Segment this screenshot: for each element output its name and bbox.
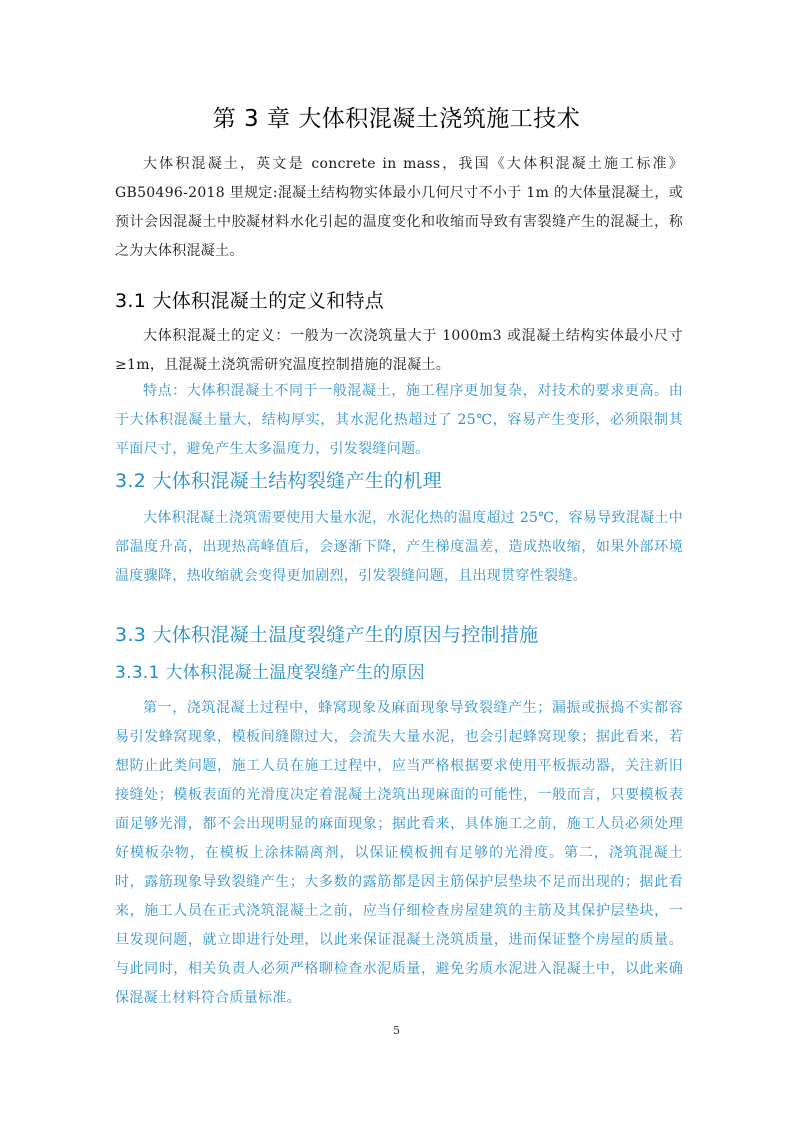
chapter-title: 第 3 章 大体积混凝土浇筑施工技术	[212, 106, 581, 132]
page-number: 5	[393, 1024, 400, 1037]
section-3-1-heading: 3.1 大体积混凝土的定义和特点	[115, 290, 385, 312]
intro-paragraph: 大体积混凝土，英文是 concrete in mass，我国《大体积混凝土施工标准》GB50496-2018 里规定:混凝土结构物实体最小几何尺寸不小于 1m 的大体量混凝土，或预计会因混凝土中胶凝材料水化引起的温度变化和收缩而导致有害裂缝产生的混凝土，称之为大体积混凝土。	[115, 156, 683, 259]
section-3-1-features: 特点：大体积混凝土不同于一般混凝土，施工程序更加复杂，对技术的要求更高。由于大体积混凝土量大，结构厚实，其水泥化热超过了 25℃，容易产生变形，必须限制其平面尺寸，避免产生太多温度力，引发裂缝问题。	[115, 383, 683, 457]
section-3-1-definition: 大体积混凝土的定义：一般为一次浇筑量大于 1000m3 或混凝土结构实体最小尺寸≥1m，且混凝土浇筑需研究温度控制措施的混凝土。	[115, 328, 683, 373]
section-3-3-heading: 3.3 大体积混凝土温度裂缝产生的原因与控制措施	[115, 624, 539, 646]
subsection-3-3-1-heading: 3.3.1 大体积混凝土温度裂缝产生的原因	[115, 663, 425, 683]
subsection-3-3-1-paragraph: 第一，浇筑混凝土过程中，蜂窝现象及麻面现象导致裂缝产生；漏振或振捣不实都容易引发蜂窝现象，模板间缝隙过大，会流失大量水泥，也会引起蜂窝现象；据此看来，若想防止此类问题，施工人员在施工过程中，应当严格根据要求使用平板振动器，关注新旧接缝处；模板表面的光滑度决定着混凝土浇筑出现麻面的可能性，一般而言，只要模板表面足够光滑，都不会出现明显的麻面现象；据此看来，具体施工之前，施工人员必须处理好模板杂物，在模板上涂抹隔离剂，以保证模板拥有足够的光滑度。第二，浇筑混凝土时，露筋现象导致裂缝产生；大多数的露筋都是因主筋保护层垫块不足而出现的；据此看来，施工人员在正式浇筑混凝土之前，应当仔细检查房屋建筑的主筋及其保护层垫块，一旦发现问题，就立即进行处理，以此来保证混凝土浇筑质量，进而保证整个房屋的质量。与此同时，相关负责人必须严格聊检查水泥质量，避免劣质水泥进入混凝土中，以此来确保混凝土材料符合质量标准。	[115, 700, 683, 1006]
section-3-2-heading: 3.2 大体积混凝土结构裂缝产生的机理	[115, 470, 442, 492]
section-3-2-paragraph: 大体积混凝土浇筑需要使用大量水泥，水泥化热的温度超过 25℃，容易导致混凝土中部温度升高，出现热高峰值后，会逐渐下降，产生梯度温差，造成热收缩，如果外部环境温度骤降，热收缩就会变得更加剧烈，引发裂缝问题，且出现贯穿性裂缝。	[115, 510, 683, 584]
